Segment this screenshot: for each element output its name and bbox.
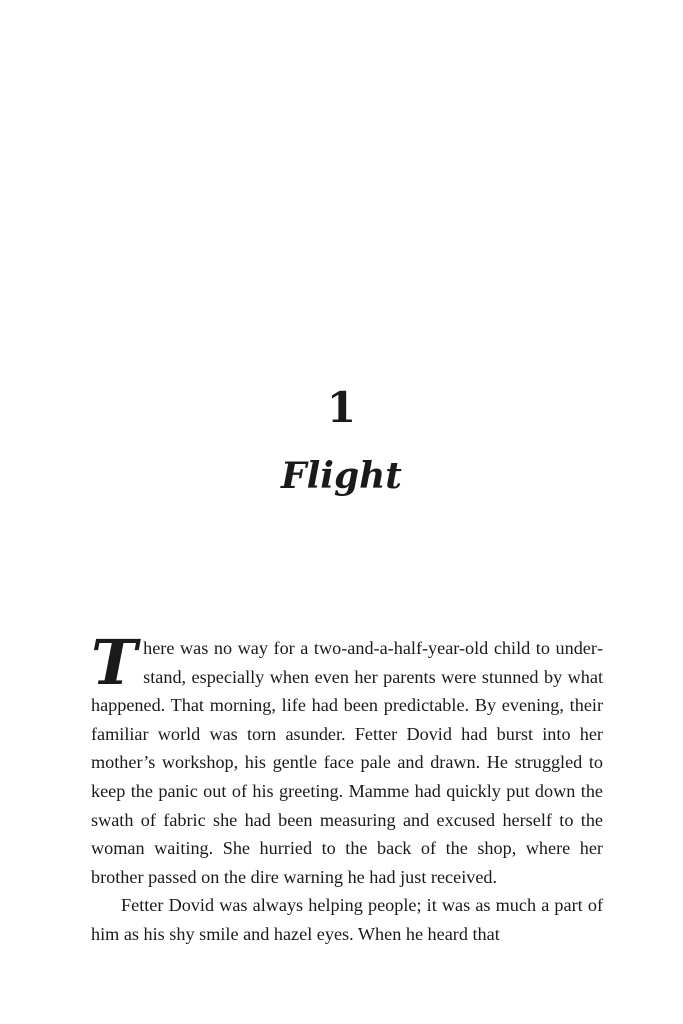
chapter-number: 1	[326, 383, 357, 432]
paragraph-2: Fetter Dovid was always helping people; it was as much a part of him as his shy smile and hazel eyes. When he heard that	[91, 895, 603, 944]
paragraph-1-text: here was no way for a two-and-a-half-year-old child to understand, especially when even her parents were stunned by what happened. That morning, life had been predictable. By evening, their familiar world was torn asunder. Fetter Dovid had burst into her mother’s workshop, his gentle face pale and drawn. He struggled to keep the panic out of his greeting. Mamme had quickly put down the swath of fabric she had been measuring and excused herself to the woman waiting. She hurried to the back of the shop, where her brother passed on the dire warning he had just received.	[91, 638, 603, 887]
chapter-title: Flight	[281, 455, 402, 497]
chapter-body	[91, 626, 603, 949]
drop-cap: T	[91, 626, 138, 699]
paragraph-1	[91, 626, 603, 891]
